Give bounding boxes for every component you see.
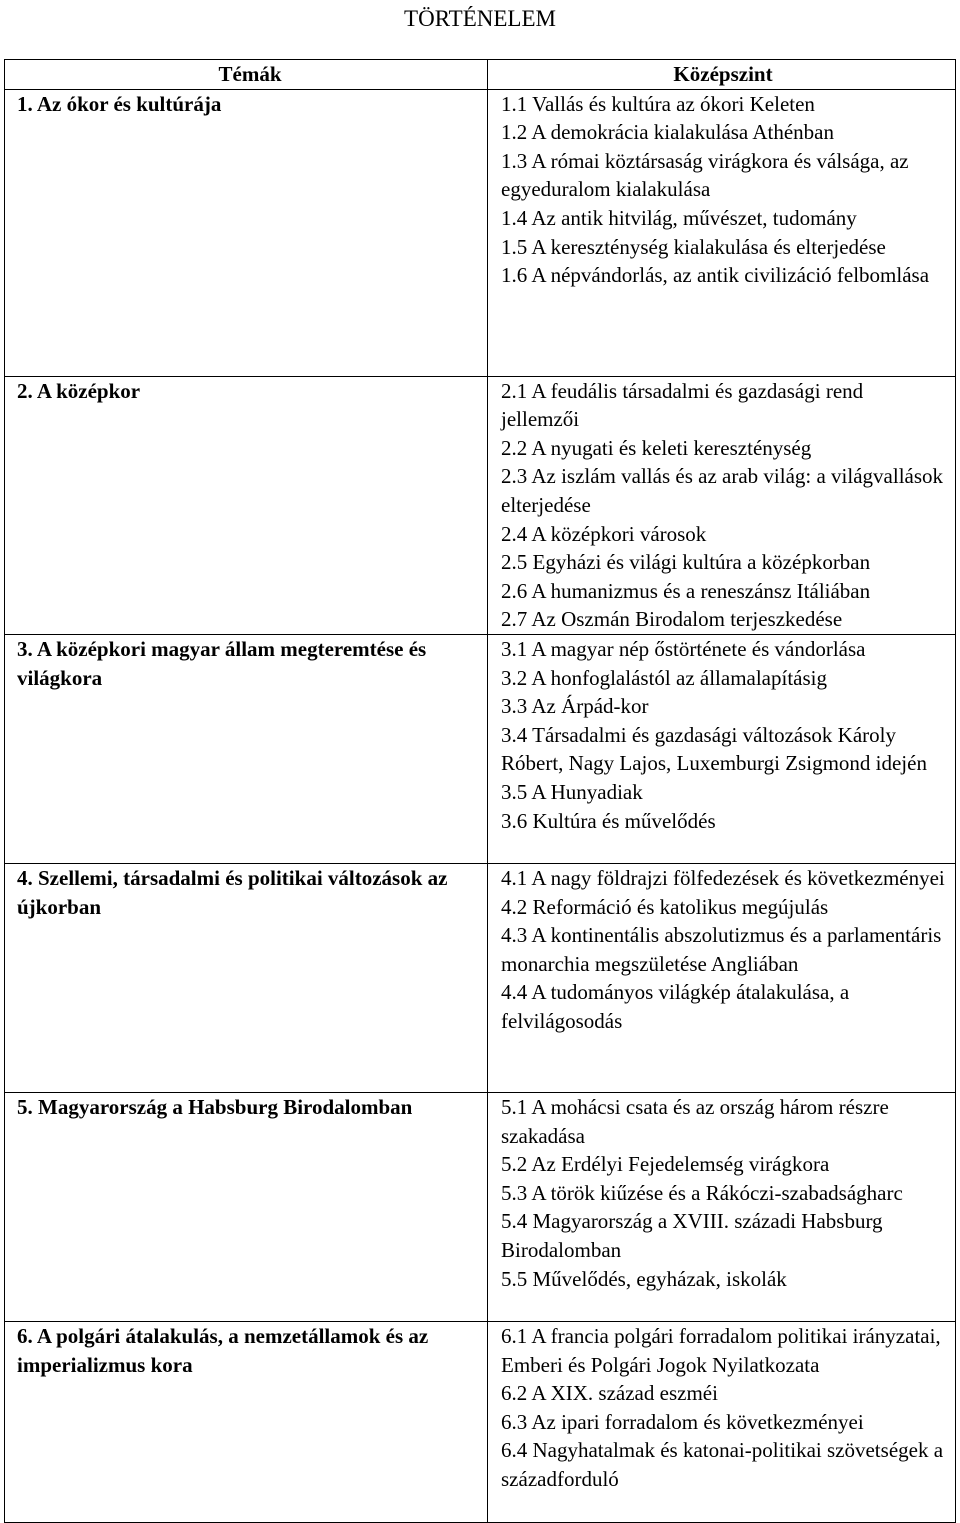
topic-cell: 5. Magyarország a Habsburg Birodalomban	[5, 1092, 488, 1321]
subtopic-item: 5.2 Az Erdélyi Fejedelemség virágkora	[501, 1152, 830, 1177]
subtopic-item: 3.1 A magyar nép őstörténete és vándorlása	[501, 636, 866, 661]
document-title: TÖRTÉNELEM	[404, 6, 556, 31]
subtopic-item: 2.5 Egyházi és világi kultúra a középkorban	[501, 550, 871, 575]
table-row	[5, 1092, 956, 1321]
subtopic-item: 2.4 A középkori városok	[501, 521, 707, 546]
subtopic-item: 6.3 Az ipari forradalom és következményei	[501, 1409, 864, 1434]
subtopics-cell	[488, 1092, 956, 1321]
subtopics-cell	[488, 1321, 956, 1522]
subtopic-item: 2.2 A nyugati és keleti kereszténység	[501, 435, 812, 460]
topic-cell: 1. Az ókor és kultúrája	[5, 89, 488, 376]
subtopic-item: 5.5 Művelődés, egyházak, iskolák	[501, 1266, 787, 1291]
table-header-row	[5, 60, 956, 90]
header-topics: Témák	[5, 60, 488, 90]
subtopic-item: 3.6 Kultúra és művelődés	[501, 808, 716, 833]
topic-cell: 3. A középkori magyar állam megteremtése és világkora	[5, 634, 488, 863]
table-row	[5, 89, 956, 376]
subtopic-item: 1.5 A kereszténység kialakulása és elterjedése	[501, 234, 886, 259]
subtopic-item: 3.3 Az Árpád-kor	[501, 694, 649, 719]
subtopic-item: 2.6 A humanizmus és a reneszánsz Itáliában	[501, 578, 871, 603]
subtopic-item: 3.5 A Hunyadiak	[501, 779, 643, 804]
subtopic-item: 5.4 Magyarország a XVIII. századi Habsburg Birodalomban	[501, 1209, 883, 1262]
subtopic-item: 2.3 Az iszlám vallás és az arab világ: a világvallások elterjedése	[501, 464, 944, 517]
table-row	[5, 634, 956, 863]
subtopic-item: 3.4 Társadalmi és gazdasági változások Károly Róbert, Nagy Lajos, Luxemburgi Zsigmond idején	[501, 722, 927, 776]
topic-cell: 2. A középkor	[5, 376, 488, 634]
table-row	[5, 863, 956, 1092]
subtopic-item: 1.1 Vallás és kultúra az ókori Keleten	[501, 91, 815, 116]
subtopic-item: 2.7 Az Oszmán Birodalom terjeszkedése	[501, 607, 843, 632]
subtopic-item: 2.1 A feudális társadalmi és gazdasági rend jellemzői	[501, 378, 864, 432]
subtopic-item: 4.2 Reformáció és katolikus megújulás	[501, 894, 829, 919]
subtopic-item: 6.1 A francia polgári forradalom politikai irányzatai, Emberi és Polgári Jogok Nyilatkozata	[501, 1323, 941, 1377]
subtopic-item: 1.3 A római köztársaság virágkora és válsága, az egyeduralom kialakulása	[501, 148, 909, 202]
subtopic-item: 4.3 A kontinentális abszolutizmus és a parlamentáris monarchia megszületése Angliában	[501, 923, 942, 976]
subtopic-item: 1.6 A népvándorlás, az antik civilizáció felbomlása	[501, 263, 930, 288]
header-level: Középszint	[488, 60, 956, 90]
table-row	[5, 1321, 956, 1522]
subtopics-cell	[488, 376, 956, 634]
subtopics-cell	[488, 863, 956, 1092]
table-row	[5, 376, 956, 634]
subtopic-item: 3.2 A honfoglalástól az államalapításig	[501, 665, 828, 690]
subtopic-item: 5.1 A mohácsi csata és az ország három részre szakadása	[501, 1094, 889, 1148]
curriculum-table	[4, 59, 956, 1523]
subtopic-item: 4.1 A nagy földrajzi fölfedezések és következményei	[501, 865, 945, 890]
subtopic-item: 1.2 A demokrácia kialakulása Athénban	[501, 120, 834, 145]
topic-cell: 6. A polgári átalakulás, a nemzetállamok és az imperializmus kora	[5, 1321, 488, 1522]
topic-cell: 4. Szellemi, társadalmi és politikai változások az újkorban	[5, 863, 488, 1092]
subtopics-cell	[488, 634, 956, 863]
subtopic-item: 4.4 A tudományos világkép átalakulása, a felvilágosodás	[501, 980, 850, 1033]
subtopic-item: 1.4 Az antik hitvilág, művészet, tudomány	[501, 205, 857, 230]
subtopic-item: 6.2 A XIX. század eszméi	[501, 1381, 718, 1406]
subtopic-item: 5.3 A török kiűzése és a Rákóczi-szabadságharc	[501, 1180, 903, 1205]
subtopics-cell	[488, 89, 956, 376]
subtopic-item: 6.4 Nagyhatalmak és katonai-politikai szövetségek a századforduló	[501, 1438, 944, 1491]
